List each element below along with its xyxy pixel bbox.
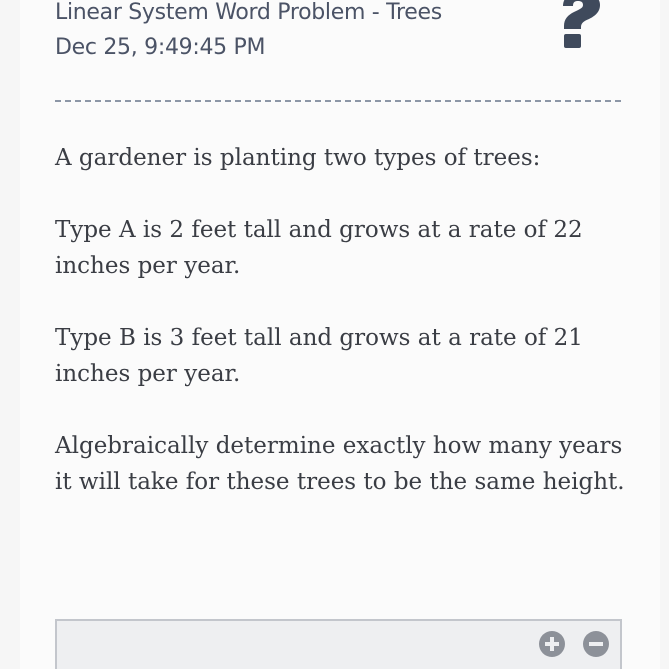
question-mark-icon[interactable] [556,0,606,48]
answer-input-area[interactable] [55,619,622,669]
problem-text [55,140,635,536]
header-divider [55,100,621,102]
problem-paragraph: Type B is 3 feet tall and grows at a rate of 21 inches per year. [55,325,583,387]
zoom-in-button[interactable] [539,631,565,657]
problem-paragraph: Type A is 2 feet tall and grows at a rate of 22 inches per year. [55,217,583,279]
problem-paragraph: Algebraically determine exactly how many years it will take for these trees to be the same height. [55,433,625,495]
problem-paragraph: A gardener is planting two types of trees: [55,145,541,171]
timestamp: Dec 25, 9:49:45 PM [55,35,266,60]
zoom-out-button[interactable] [583,631,609,657]
page-title: Linear System Word Problem - Trees [55,0,442,25]
